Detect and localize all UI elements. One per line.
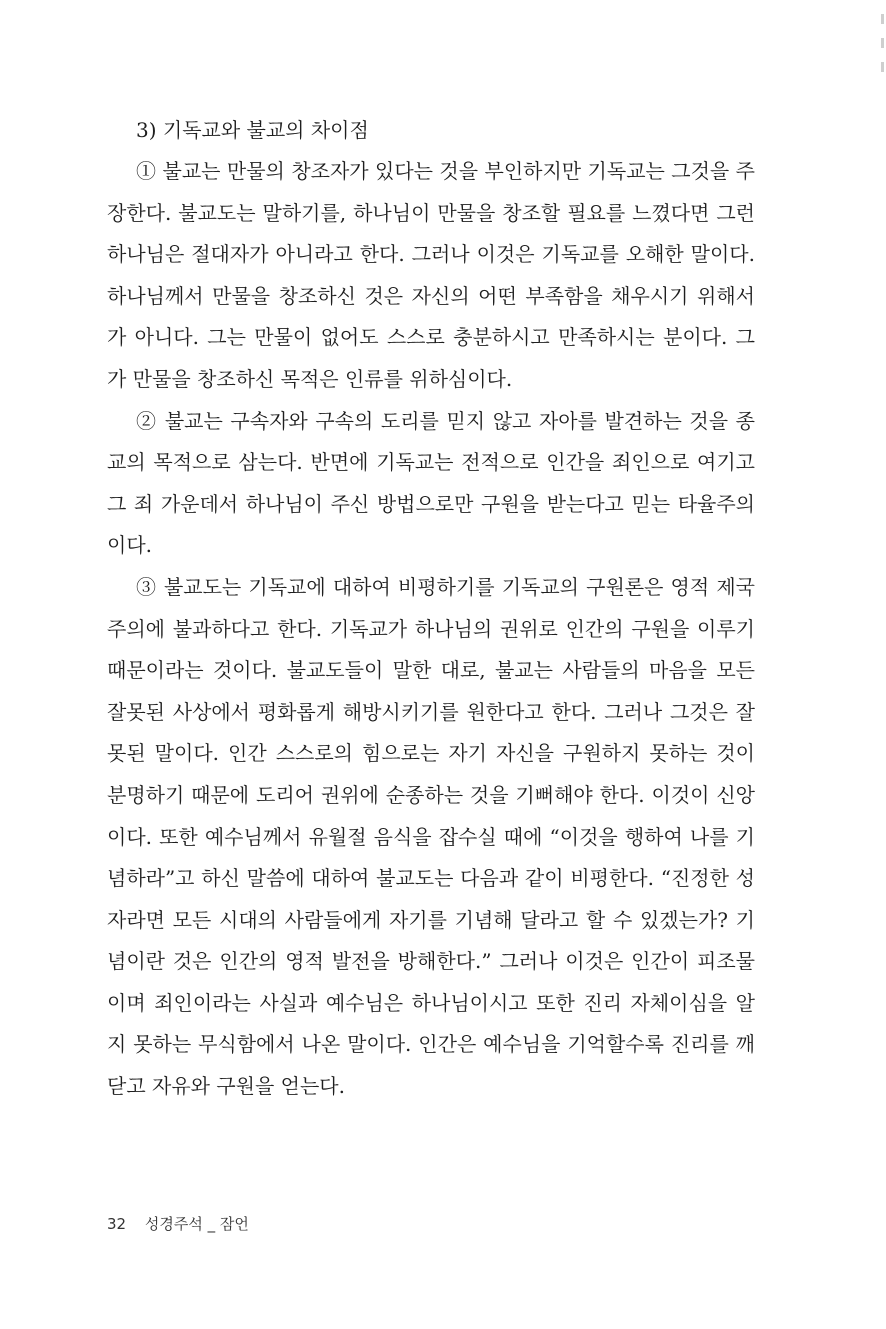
paragraph-1: ① 불교는 만물의 창조자가 있다는 것을 부인하지만 기독교는 그것을 주장한다. 불교도는 말하기를, 하나님이 만물을 창조할 필요를 느꼈다면 그런 하나님은 절대자가 아니라고 한다. 그러나 이것은 기독교를 오해한 말이다. 하나님께서 만물을 창조하신 것은 자신의 어떤 부족함을 채우시기 위해서가 아니다. 그는 만물이 없어도 스스로 충분하시고 만족하시는 분이다. 그가 만물을 창조하신 목적은 인류를 위하심이다. (107, 159, 755, 391)
page-edge-marks (878, 0, 886, 100)
edge-mark (881, 14, 884, 24)
page-number: 32 (107, 1215, 127, 1233)
body-text (107, 114, 755, 1108)
running-title: 성경주석 _ 잠언 (144, 1215, 249, 1233)
paragraph-2: ② 불교는 구속자와 구속의 도리를 믿지 않고 자아를 발견하는 것을 종교의 목적으로 삼는다. 반면에 기독교는 전적으로 인간을 죄인으로 여기고 그 죄 가운데서 하나님이 주신 방법으로만 구원을 받는다고 믿는 타율주의이다. (107, 408, 755, 558)
edge-mark (881, 62, 884, 72)
section-heading: 3) 기독교와 불교의 차이점 (136, 118, 369, 142)
paragraph-3: ③ 불교도는 기독교에 대하여 비평하기를 기독교의 구원론은 영적 제국주의에 불과하다고 한다. 기독교가 하나님의 권위로 인간의 구원을 이루기 때문이라는 것이다. 불교도들이 말한 대로, 불교는 사람들의 마음을 모든 잘못된 사상에서 평화롭게 해방시키기를 원한다고 한다. 그러나 그것은 잘못된 말이다. 인간 스스로의 힘으로는 자기 자신을 구원하지 못하는 것이 분명하기 때문에 도리어 권위에 순종하는 것을 기뻐해야 한다. 이것이 신앙이다. 또한 예수님께서 유월절 음식을 잡수실 때에 “이것을 행하여 나를 기념하라”고 하신 말씀에 대하여 불교도는 다음과 같이 비평한다. “진정한 성자라면 모든 시대의 사람들에게 자기를 기념해 달라고 할 수 있겠는가? 기념이란 것은 인간의 영적 발전을 방해한다.” 그러나 이것은 인간이 피조물이며 죄인이라는 사실과 예수님은 하나님이시고 또한 진리 자체이심을 알지 못하는 무식함에서 나온 말이다. 인간은 예수님을 기억할수록 진리를 깨닫고 자유와 구원을 얻는다. (107, 574, 756, 1099)
edge-mark (881, 38, 884, 48)
page-footer (107, 1213, 249, 1234)
